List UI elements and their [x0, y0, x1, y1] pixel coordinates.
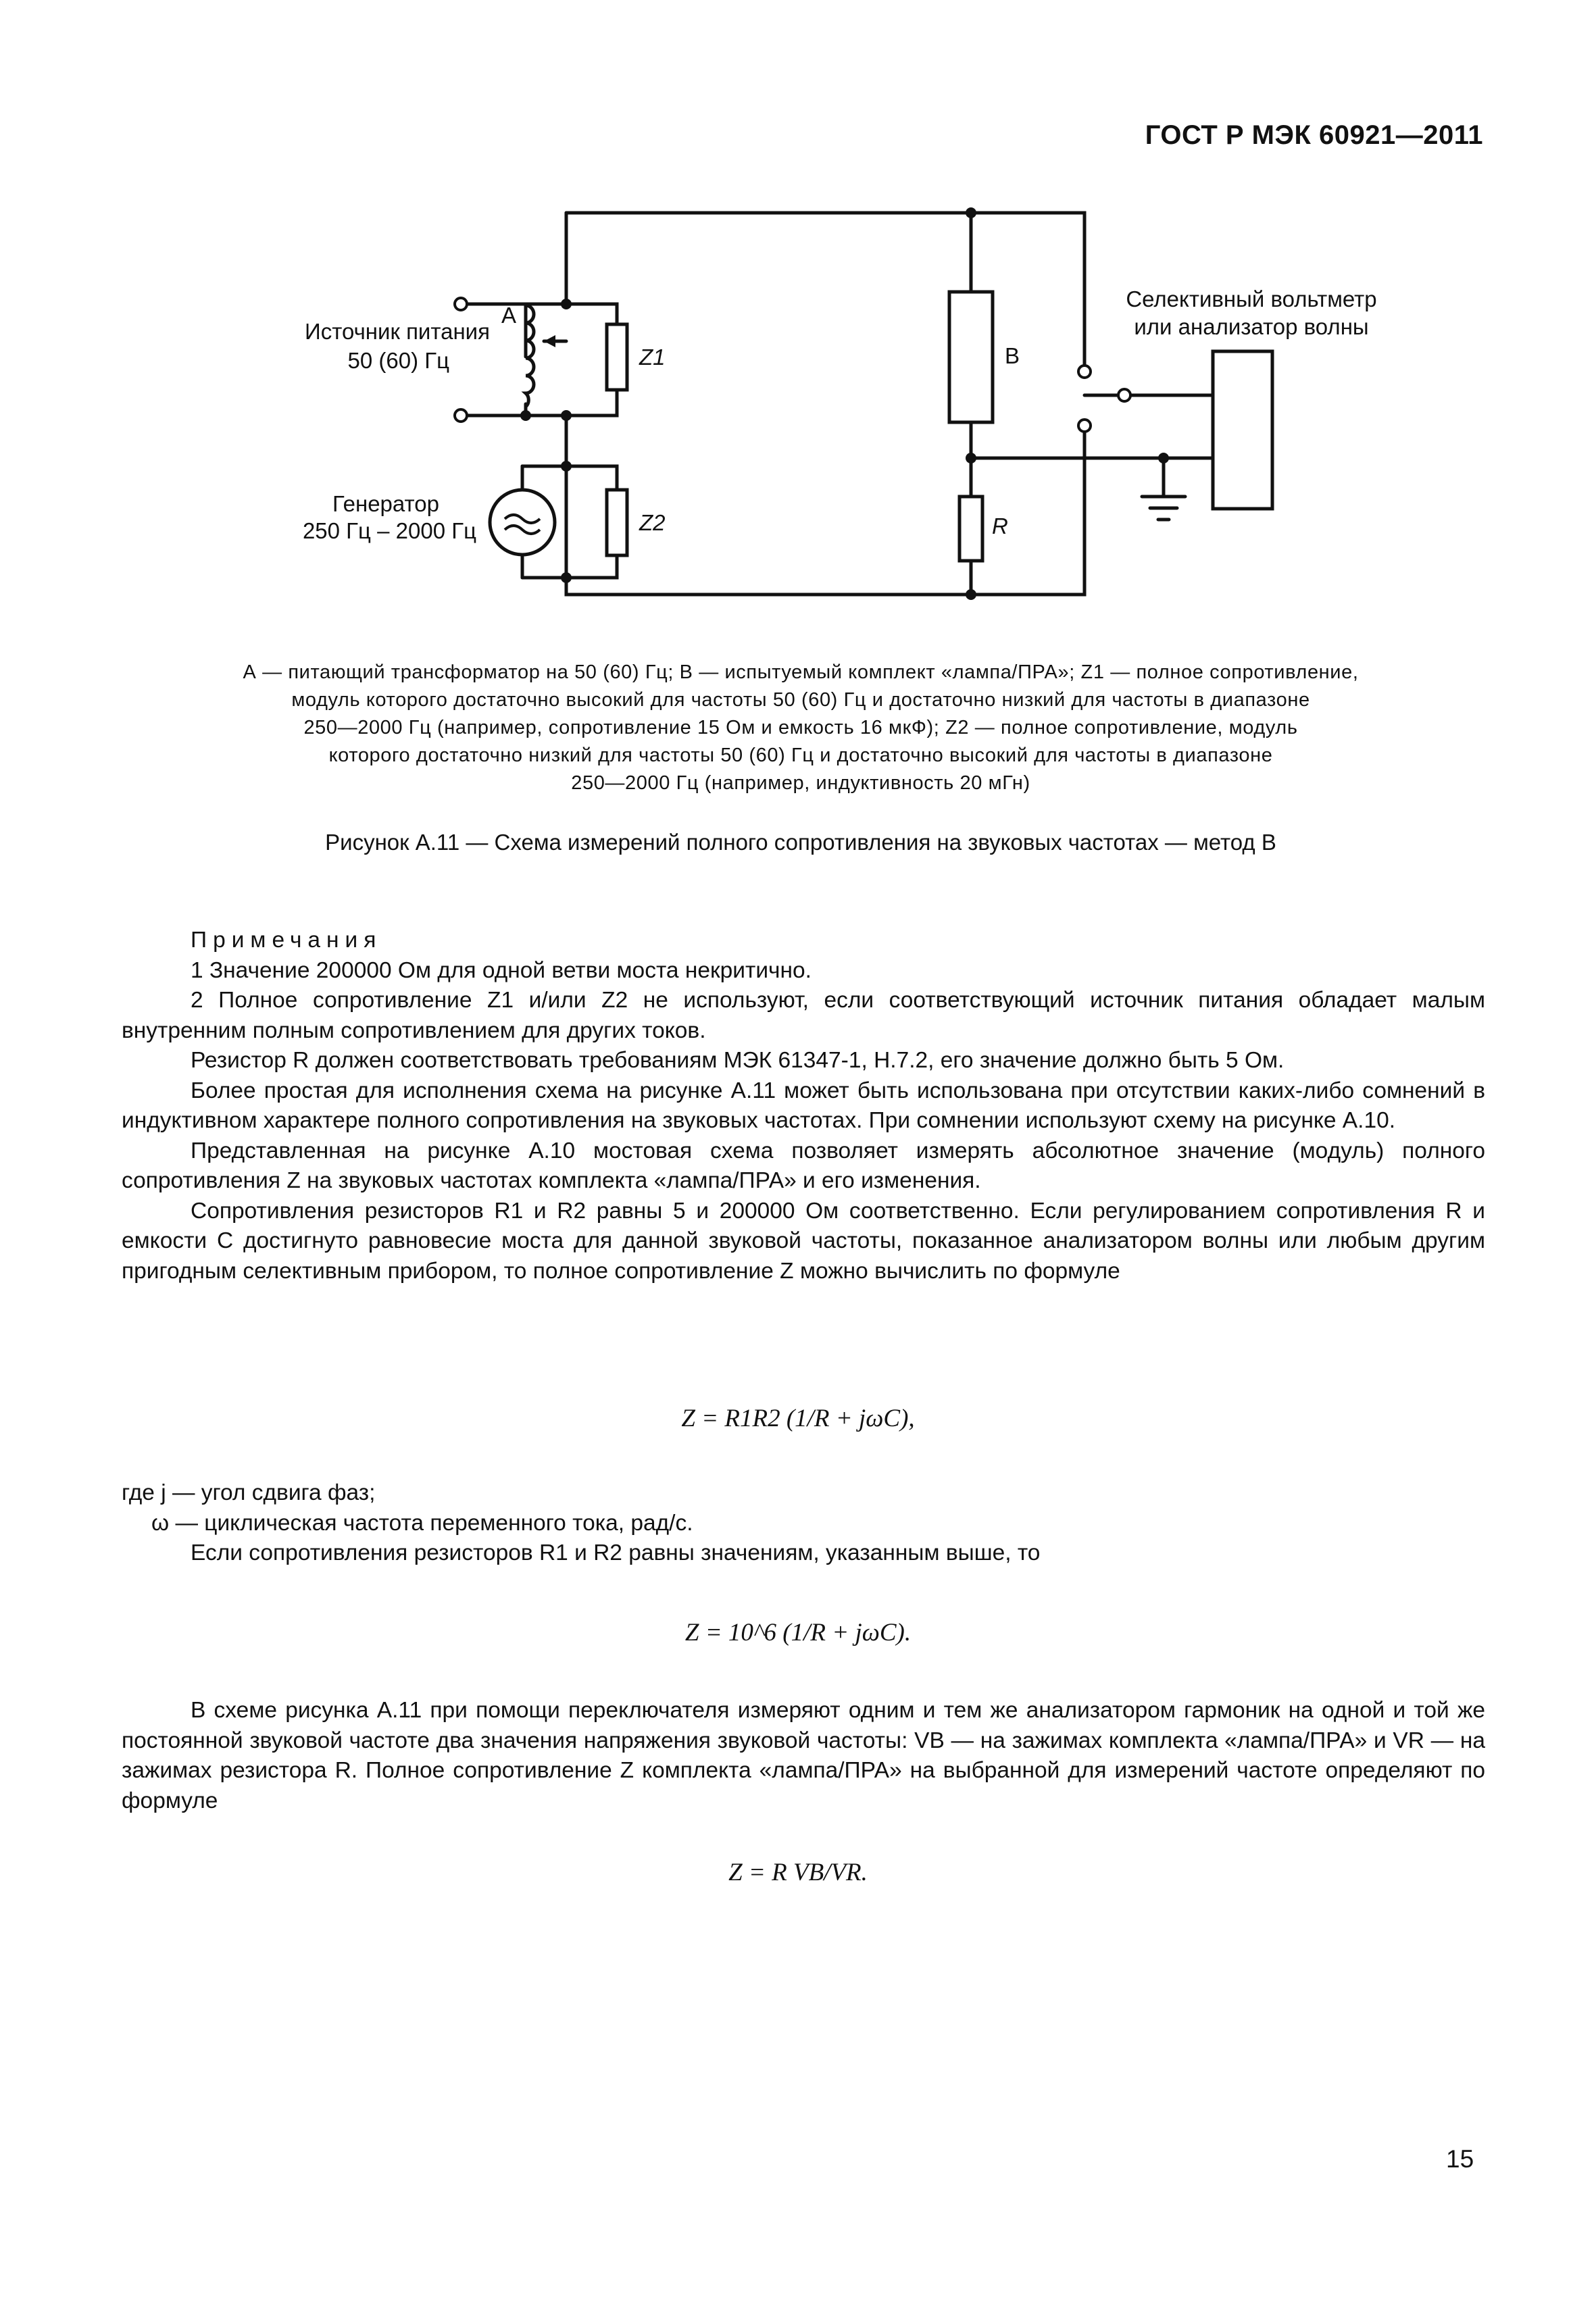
document-header: ГОСТ Р МЭК 60921—2011 [1145, 120, 1483, 150]
terminal-icon [455, 409, 467, 422]
legend-line: А — питающий трансформатор на 50 (60) Гц; В — испытуемый комплект «лампа/ПРА»; Z1 — полное сопротивление, [243, 661, 1359, 683]
switch-contact-icon [1118, 389, 1130, 401]
source-label-line2: 50 (60) Гц [347, 348, 449, 373]
paragraph-if: Если сопротивления резисторов R1 и R2 равны значениям, указанным выше, то [191, 1540, 1041, 1565]
junction-dot [561, 572, 572, 583]
legend-line: 250—2000 Гц (например, индуктивность 20 мГн) [571, 772, 1030, 794]
device-b-label: В [1005, 343, 1020, 368]
z1-impedance-icon [607, 324, 627, 390]
source-label-line1: Источник питания [305, 319, 490, 344]
scheme-section [122, 1696, 1485, 1816]
resistor-r-icon [959, 497, 982, 561]
switch-contact-icon [1078, 420, 1091, 432]
legend-line: которого достаточно низкий для частоты 50 (60) Гц и достаточно высокий для частоты в диапазоне [328, 745, 1273, 766]
junction-dot [966, 589, 976, 600]
definition-j: где j — угол сдвига фаз; [122, 1480, 376, 1505]
legend-line: модуль которого достаточно высокий для частоты 50 (60) Гц и достаточно низкий для частоты в диапазоне [291, 689, 1310, 711]
paragraph-scheme: В схеме рисунка А.11 при помощи переключателя измеряют одним и тем же анализатором гармоник на одной и той же постоянной звуковой частоте два значения напряжения звуковой частоты: VB — на зажимах комплекта «лампа/ПРА» и VR — на зажимах резистора R. Полное сопротивление Z комплекта «лампа/ПРА» на выбранной для измерений частоте определяют по формуле [122, 1698, 1485, 1813]
ground-symbol [1142, 497, 1185, 520]
junction-dot [520, 410, 531, 421]
z2-label: Z2 [639, 510, 666, 535]
paragraph-bridge: Представленная на рисунке А.10 мостовая схема позволяет измерять абсолютное значение (модуль) полного сопротивления Z на звуковых частотах комплекта «лампа/ПРА» и его изменения. [122, 1138, 1485, 1193]
note-2: 2 Полное сопротивление Z1 и/или Z2 не используют, если соответствующий источник питания обладает малым внутренним полным сопротивлением для других токов. [122, 988, 1485, 1043]
switch-contact-icon [1078, 366, 1091, 378]
formula-3: Z = R VB/VR. [728, 1859, 868, 1886]
circuit-diagram [0, 0, 1596, 662]
junction-dot [966, 207, 976, 218]
z1-label: Z1 [639, 345, 666, 370]
device-b-icon [949, 292, 993, 422]
paragraph-simpler-scheme: Более простая для исполнения схема на рисунке А.11 может быть использована при отсутствии каких-либо сомнений в индуктивном характере полного сопротивления на звуковых частотах. При сомнении используют схему на рисунке А.10. [122, 1078, 1485, 1133]
transformer-label: А [501, 303, 517, 328]
notes-heading: Примечания [191, 928, 382, 953]
formula-2: Z = 10^6 (1/R + jωC). [684, 1619, 912, 1646]
transformer-tap-wire [526, 304, 566, 357]
formula-1: Z = R1R2 (1/R + jωC), [681, 1405, 915, 1432]
voltmeter-label-line2: или анализатор волны [1134, 314, 1369, 339]
formula-definitions [122, 1478, 1485, 1569]
selective-voltmeter-icon [1213, 351, 1272, 509]
generator-label-line2: 250 Гц – 2000 Гц [302, 518, 476, 543]
generator-label-line1: Генератор [332, 491, 439, 516]
figure-caption: Рисунок А.11 — Схема измерений полного сопротивления на звуковых частотах — метод В [325, 830, 1276, 855]
page-number: 15 [1446, 2145, 1474, 2173]
junction-dot [561, 410, 572, 421]
z1-top-wire [566, 304, 617, 324]
paragraph-resistances: Сопротивления резисторов R1 и R2 равны 5 и 200000 Ом соответственно. Если регулированием сопротивления R и емкости C достигнуто равновесие моста для данной звуковой частоты, показанное анализатором волны или любым другим пригодным селективным прибором, то полное сопротивление Z можно вычислить по формуле [122, 1198, 1485, 1284]
tap-arrow-icon [544, 335, 555, 347]
junction-dot [1158, 453, 1169, 463]
voltmeter-label-line1: Селективный вольтметр [1126, 286, 1377, 311]
notes-section [122, 926, 1485, 1286]
terminal-icon [455, 298, 467, 310]
note-1: 1 Значение 200000 Ом для одной ветви моста некритично. [191, 957, 812, 983]
z2-top-wire [566, 466, 617, 490]
ac-generator-icon [490, 490, 555, 555]
legend-line: 250—2000 Гц (например, сопротивление 15 Ом и емкость 16 мкФ); Z2 — полное сопротивление, модуль [303, 717, 1298, 738]
z1-bottom-wire [526, 390, 617, 416]
definition-omega: ω — циклическая частота переменного тока, рад/с. [151, 1510, 693, 1536]
paragraph-resistor: Резистор R должен соответствовать требованиям МЭК 61347-1, Н.7.2, его значение должно быть 5 Ом. [191, 1048, 1285, 1073]
z2-bottom-wire [566, 555, 617, 595]
resistor-r-label: R [992, 513, 1008, 538]
junction-dot [561, 299, 572, 309]
junction-dot [966, 453, 976, 463]
figure-legend [135, 659, 1466, 797]
junction-dot [561, 461, 572, 472]
z2-impedance-icon [607, 490, 627, 555]
